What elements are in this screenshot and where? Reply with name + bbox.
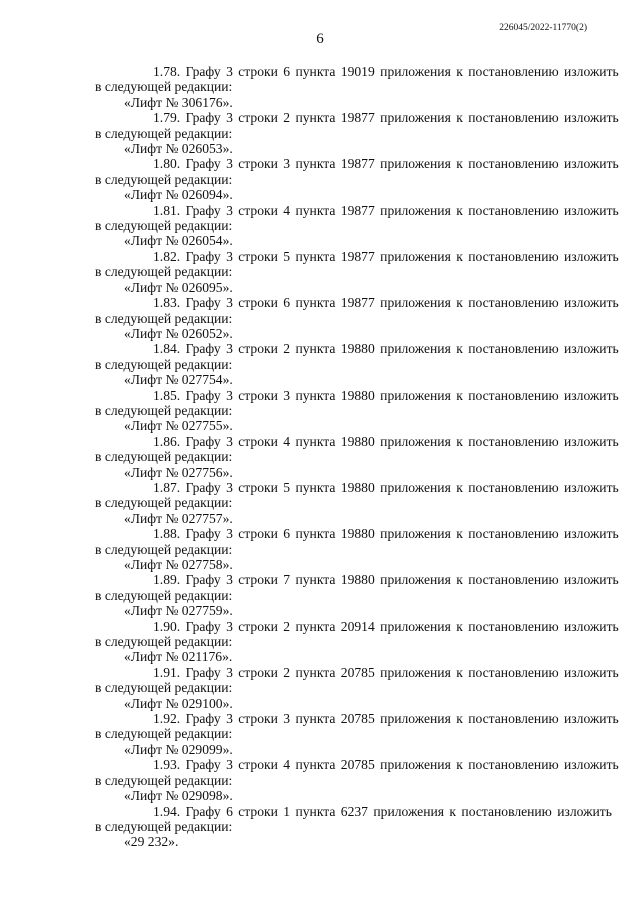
amendment-lead-text: 1.93. Графу 3 строки 4 пункта 20785 приложения к постановлению изложить xyxy=(153,757,619,773)
amendment-lead-line xyxy=(95,433,619,449)
amendment-lead-line xyxy=(95,711,619,727)
amendment-lead-line xyxy=(95,295,619,311)
amendment-item xyxy=(95,110,619,157)
amendment-continuation: в следующей редакции: xyxy=(95,680,233,696)
amendment-item xyxy=(95,341,619,388)
amendment-item xyxy=(95,757,619,804)
amendment-continuation: в следующей редакции: xyxy=(95,171,233,187)
amendment-new-value: «Лифт № 029099». xyxy=(124,741,233,757)
amendment-item xyxy=(95,526,619,572)
amendment-continuation: в следующей редакции: xyxy=(95,402,233,418)
amendment-lead-line xyxy=(95,110,619,126)
amendment-item xyxy=(95,618,619,665)
amendment-continuation: в следующей редакции: xyxy=(95,772,233,788)
amendment-lead-line xyxy=(95,479,619,495)
amendment-lead-text: 1.86. Графу 3 строки 4 пункта 19880 приложения к постановлению изложить xyxy=(153,433,619,449)
document-number: 226045/2022-11770(2) xyxy=(499,23,587,33)
amendment-lead-line xyxy=(95,757,619,773)
amendment-continuation: в следующей редакции: xyxy=(95,125,233,141)
amendment-lead-line xyxy=(95,64,619,79)
amendment-lead-line xyxy=(95,526,619,542)
amendment-lead-text: 1.78. Графу 3 строки 6 пункта 19019 приложения к постановлению изложить xyxy=(153,64,619,79)
amendment-item xyxy=(95,248,619,295)
amendment-lead-line xyxy=(95,664,619,680)
amendment-lead-line xyxy=(95,803,612,819)
amendment-new-value: «Лифт № 027755». xyxy=(124,418,233,434)
amendment-new-value: «Лифт № 029098». xyxy=(124,788,233,804)
amendment-continuation: в следующей редакции: xyxy=(95,356,233,372)
document-body xyxy=(95,64,619,850)
amendment-lead-line xyxy=(95,618,619,634)
amendment-continuation: в следующей редакции: xyxy=(95,634,233,650)
amendment-new-value: «Лифт № 021176». xyxy=(124,649,233,665)
amendment-item xyxy=(95,156,619,203)
amendment-continuation: в следующей редакции: xyxy=(95,79,233,95)
amendment-new-value: «Лифт № 027756». xyxy=(124,464,233,480)
page-number: 6 xyxy=(316,31,324,47)
amendment-lead-text: 1.87. Графу 3 строки 5 пункта 19880 приложения к постановлению изложить xyxy=(153,479,619,495)
amendment-lead-line xyxy=(95,156,619,172)
amendment-new-value: «Лифт № 026054». xyxy=(124,233,233,249)
amendment-new-value: «Лифт № 026094». xyxy=(124,187,233,203)
amendment-continuation: в следующей редакции: xyxy=(95,218,233,234)
amendment-item xyxy=(95,64,619,110)
amendment-lead-text: 1.82. Графу 3 строки 5 пункта 19877 приложения к постановлению изложить xyxy=(153,248,619,264)
amendment-item xyxy=(95,803,612,850)
amendment-item xyxy=(95,433,619,480)
amendment-new-value: «Лифт № 026053». xyxy=(124,141,233,157)
amendment-lead-text: 1.81. Графу 3 строки 4 пункта 19877 приложения к постановлению изложить xyxy=(153,202,619,218)
amendment-lead-line xyxy=(95,572,619,588)
amendment-item xyxy=(95,295,619,341)
amendment-lead-line xyxy=(95,248,619,264)
amendment-new-value: «29 232». xyxy=(124,834,179,850)
amendment-item xyxy=(95,479,619,526)
amendment-lead-text: 1.92. Графу 3 строки 3 пункта 20785 приложения к постановлению изложить xyxy=(153,711,619,727)
amendment-new-value: «Лифт № 026052». xyxy=(124,325,233,341)
amendment-continuation: в следующей редакции: xyxy=(95,726,233,742)
amendment-continuation: в следующей редакции: xyxy=(95,310,233,326)
amendment-new-value: «Лифт № 027757». xyxy=(124,510,233,526)
amendment-continuation: в следующей редакции: xyxy=(95,587,233,603)
amendment-continuation: в следующей редакции: xyxy=(95,449,233,465)
amendment-lead-line xyxy=(95,341,619,357)
amendment-lead-text: 1.85. Графу 3 строки 3 пункта 19880 приложения к постановлению изложить xyxy=(153,387,619,403)
amendment-lead-text: 1.88. Графу 3 строки 6 пункта 19880 приложения к постановлению изложить xyxy=(153,526,619,542)
amendment-new-value: «Лифт № 027754». xyxy=(124,372,233,388)
amendment-item xyxy=(95,711,619,757)
amendment-item xyxy=(95,572,619,619)
amendment-lead-text: 1.90. Графу 3 строки 2 пункта 20914 приложения к постановлению изложить xyxy=(153,618,619,634)
amendment-new-value: «Лифт № 027759». xyxy=(124,603,233,619)
amendment-new-value: «Лифт № 029100». xyxy=(124,695,233,711)
amendment-continuation: в следующей редакции: xyxy=(95,541,233,557)
amendment-lead-text: 1.83. Графу 3 строки 6 пункта 19877 приложения к постановлению изложить xyxy=(153,295,619,311)
amendment-continuation: в следующей редакции: xyxy=(95,264,233,280)
amendment-lead-line xyxy=(95,202,619,218)
amendment-item xyxy=(95,387,619,434)
amendment-item xyxy=(95,202,619,249)
amendment-continuation: в следующей редакции: xyxy=(95,818,233,834)
amendment-lead-text: 1.79. Графу 3 строки 2 пункта 19877 приложения к постановлению изложить xyxy=(153,110,619,126)
amendment-new-value: «Лифт № 027758». xyxy=(124,557,233,572)
amendment-item xyxy=(95,664,619,711)
amendment-lead-text: 1.94. Графу 6 строки 1 пункта 6237 приложения к постановлению изложить xyxy=(153,803,612,819)
amendment-continuation: в следующей редакции: xyxy=(95,495,233,511)
amendment-lead-text: 1.80. Графу 3 строки 3 пункта 19877 приложения к постановлению изложить xyxy=(153,156,619,172)
amendment-lead-text: 1.84. Графу 3 строки 2 пункта 19880 приложения к постановлению изложить xyxy=(153,341,619,357)
amendment-lead-line xyxy=(95,387,619,403)
amendment-lead-text: 1.89. Графу 3 строки 7 пункта 19880 приложения к постановлению изложить xyxy=(153,572,619,588)
amendment-new-value: «Лифт № 306176». xyxy=(124,94,233,110)
amendment-lead-text: 1.91. Графу 3 строки 2 пункта 20785 приложения к постановлению изложить xyxy=(153,664,619,680)
amendment-new-value: «Лифт № 026095». xyxy=(124,279,233,295)
